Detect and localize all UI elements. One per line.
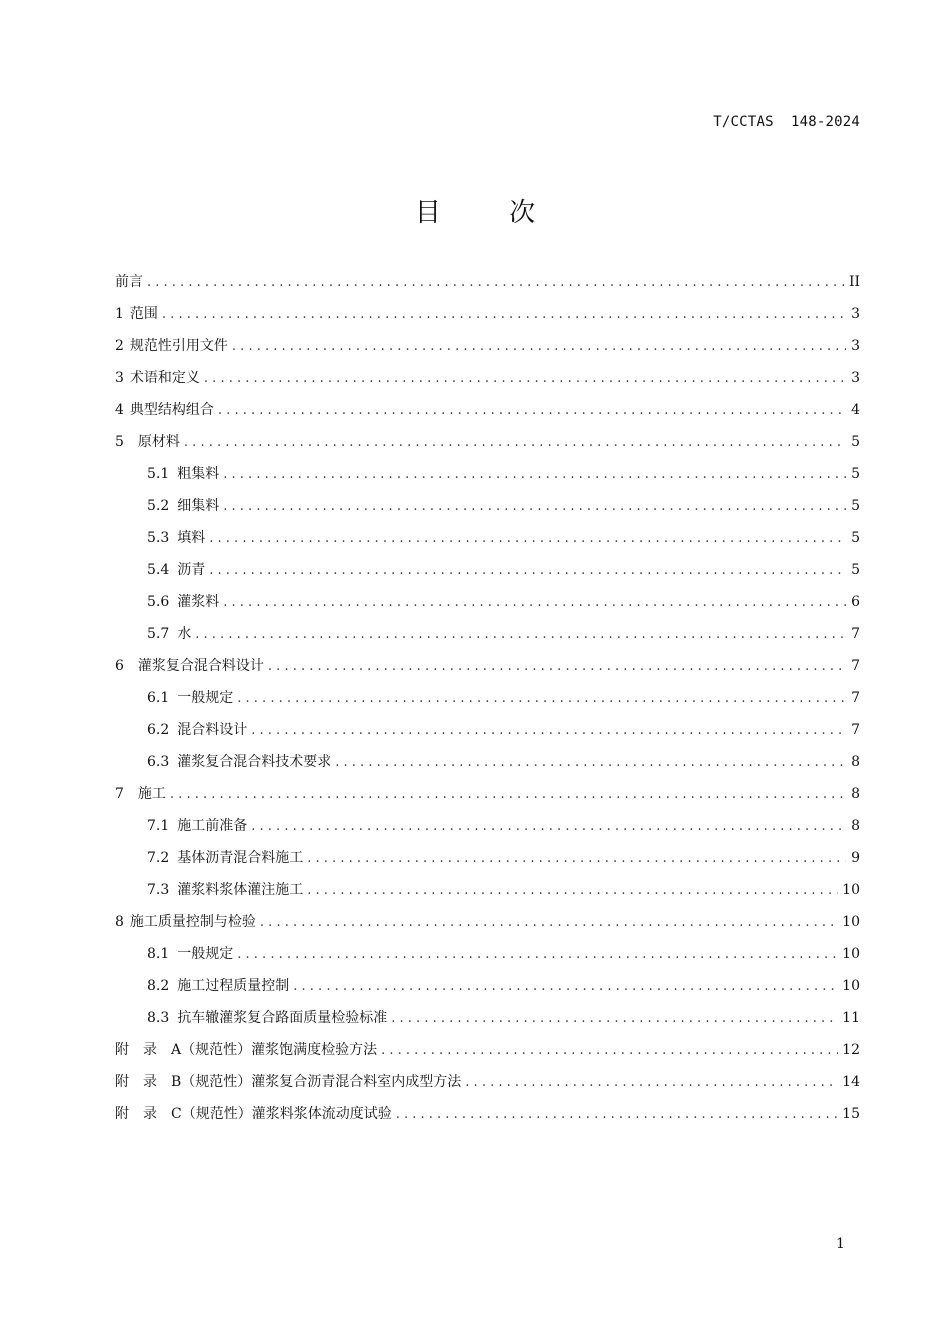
toc-entry-number: 附 录: [115, 1106, 157, 1122]
toc-entry-number: 7.1: [147, 818, 170, 834]
toc-entry-page: 5: [851, 562, 860, 578]
toc-entry-number: 5.3: [147, 530, 170, 546]
toc-entry-number: 7.3: [147, 882, 170, 898]
toc-entry-number: 8: [115, 914, 124, 930]
toc-entry-label: 填料: [177, 530, 206, 546]
dot-leader: [465, 1067, 838, 1099]
toc-entry-label: 粗集料: [177, 466, 220, 482]
toc-entry-page: 9: [851, 850, 860, 866]
toc-entry-number: 6.3: [147, 754, 170, 770]
dot-leader: [251, 811, 846, 843]
toc-entry-label: 抗车辙灌浆复合路面质量检验标准: [177, 1010, 388, 1026]
toc-entry-number: 2: [115, 338, 124, 354]
toc-entry-number: 1: [115, 306, 124, 322]
toc-entry[interactable]: [115, 362, 860, 394]
dot-leader: [237, 939, 838, 971]
toc-entry[interactable]: [115, 746, 860, 778]
dot-leader: [162, 299, 846, 331]
toc-entry-number: 7: [115, 786, 124, 802]
toc-entry[interactable]: [115, 938, 860, 970]
dot-leader: [223, 459, 846, 491]
toc-entry-label: 灌浆料浆体灌注施工: [177, 882, 304, 898]
toc-entry[interactable]: [115, 618, 860, 650]
toc-entry-page: 7: [851, 626, 860, 642]
toc-entry[interactable]: [115, 1098, 860, 1130]
dot-leader: [204, 363, 846, 395]
toc-entry-label: 混合料设计: [177, 722, 248, 738]
toc-entry-number: 附 录: [115, 1074, 157, 1090]
toc-entry-label: 范围: [129, 306, 158, 322]
toc-entry-page: 10: [842, 914, 860, 930]
toc-entry-number: 8.3: [147, 1010, 170, 1026]
toc-entry-label: 原材料: [137, 434, 180, 450]
dot-leader: [268, 651, 846, 683]
toc-entry[interactable]: [115, 330, 860, 362]
toc-entry[interactable]: [115, 266, 860, 298]
toc-entry-number: 3: [115, 370, 124, 386]
toc-entry-label: 前言: [115, 274, 143, 290]
toc-entry-label: 灌浆复合混合料技术要求: [177, 754, 332, 770]
toc-entry[interactable]: [115, 394, 860, 426]
toc-entry-label: 沥青: [177, 562, 206, 578]
toc-entry-page: II: [848, 274, 860, 290]
dot-leader: [223, 587, 846, 619]
toc-entry[interactable]: [115, 714, 860, 746]
toc-entry[interactable]: [115, 522, 860, 554]
toc-entry-page: 10: [842, 882, 860, 898]
page-number: 1: [836, 1236, 845, 1252]
toc-entry-page: 4: [851, 402, 860, 418]
toc-entry[interactable]: [115, 810, 860, 842]
toc-entry-label: B（规范性）灌浆复合沥青混合料室内成型方法: [171, 1074, 462, 1090]
toc-entry-number: 6.1: [147, 690, 170, 706]
toc-entry[interactable]: [115, 1034, 860, 1066]
toc-entry[interactable]: [115, 778, 860, 810]
toc-entry-label: C（规范性）灌浆料浆体流动度试验: [171, 1106, 392, 1122]
toc-entry-page: 10: [842, 978, 860, 994]
table-of-contents: [115, 266, 860, 1130]
toc-entry-number: 5.7: [147, 626, 170, 642]
toc-entry-number: 6: [115, 658, 124, 674]
toc-entry-label: 术语和定义: [129, 370, 200, 386]
toc-entry-number: 5.4: [147, 562, 170, 578]
toc-entry-label: 水: [177, 626, 192, 642]
toc-entry-page: 12: [842, 1042, 860, 1058]
toc-entry[interactable]: [115, 682, 860, 714]
toc-entry-label: 规范性引用文件: [129, 338, 228, 354]
toc-title: 目 次: [414, 198, 566, 228]
toc-entry-label: 施工过程质量控制: [177, 978, 290, 994]
toc-entry-page: 15: [842, 1106, 860, 1122]
dot-leader: [391, 1003, 838, 1035]
toc-entry-number: 8.2: [147, 978, 170, 994]
toc-entry-number: 4: [115, 402, 124, 418]
toc-entry[interactable]: [115, 458, 860, 490]
toc-entry-label: 灌浆复合混合料设计: [137, 658, 264, 674]
toc-entry-page: 14: [842, 1074, 860, 1090]
toc-entry-page: 6: [851, 594, 860, 610]
dot-leader: [237, 683, 846, 715]
dot-leader: [251, 715, 846, 747]
toc-entry-label: 基体沥青混合料施工: [177, 850, 304, 866]
toc-entry-page: 8: [851, 818, 860, 834]
toc-entry-page: 7: [851, 690, 860, 706]
toc-entry-number: 6.2: [147, 722, 170, 738]
toc-entry-label: 灌浆料: [177, 594, 220, 610]
toc-entry[interactable]: [115, 554, 860, 586]
toc-entry-label: 细集料: [177, 498, 220, 514]
toc-entry[interactable]: [115, 1002, 860, 1034]
toc-entry-page: 7: [851, 658, 860, 674]
toc-entry-page: 5: [851, 498, 860, 514]
toc-entry[interactable]: [115, 874, 860, 906]
toc-entry[interactable]: [115, 650, 860, 682]
toc-entry-label: 施工: [137, 786, 166, 802]
toc-entry-page: 11: [842, 1010, 860, 1026]
dot-leader: [307, 843, 846, 875]
toc-entry-number: 8.1: [147, 946, 170, 962]
dot-leader: [209, 555, 846, 587]
toc-entry-label: 施工质量控制与检验: [129, 914, 256, 930]
dot-leader: [184, 427, 846, 459]
dot-leader: [293, 971, 838, 1003]
toc-entry[interactable]: [115, 586, 860, 618]
toc-entry[interactable]: [115, 906, 860, 938]
dot-leader: [381, 1035, 838, 1067]
dot-leader: [170, 779, 846, 811]
toc-entry-page: 8: [851, 786, 860, 802]
toc-entry[interactable]: [115, 1066, 860, 1098]
dot-leader: [195, 619, 846, 651]
dot-leader: [396, 1099, 838, 1131]
dot-leader: [223, 491, 846, 523]
toc-entry-page: 5: [851, 530, 860, 546]
dot-leader: [232, 331, 846, 363]
dot-leader: [209, 523, 846, 555]
toc-entry[interactable]: [115, 970, 860, 1002]
toc-entry-number: 附 录: [115, 1042, 157, 1058]
toc-entry-page: 3: [851, 370, 860, 386]
toc-entry-label: 一般规定: [177, 690, 234, 706]
toc-entry-page: 3: [851, 306, 860, 322]
toc-entry-label: 一般规定: [177, 946, 234, 962]
dot-leader: [147, 267, 845, 299]
toc-entry-page: 5: [851, 466, 860, 482]
dot-leader: [218, 395, 846, 427]
toc-entry-number: 5.2: [147, 498, 170, 514]
dot-leader: [307, 875, 838, 907]
toc-entry[interactable]: [115, 426, 860, 458]
dot-leader: [335, 747, 846, 779]
toc-entry-page: 10: [842, 946, 860, 962]
toc-entry-number: 5.1: [147, 466, 170, 482]
toc-entry-label: 典型结构组合: [129, 402, 214, 418]
toc-entry[interactable]: [115, 842, 860, 874]
document-number: T/CCTAS 148-2024: [713, 114, 860, 130]
toc-entry-number: 5: [115, 434, 124, 450]
toc-entry-page: 5: [851, 434, 860, 450]
toc-entry[interactable]: [115, 490, 860, 522]
toc-entry-page: 7: [851, 722, 860, 738]
toc-entry-label: 施工前准备: [177, 818, 248, 834]
toc-entry-number: 5.6: [147, 594, 170, 610]
toc-entry-number: 7.2: [147, 850, 170, 866]
toc-entry[interactable]: [115, 298, 860, 330]
toc-entry-label: A（规范性）灌浆饱满度检验方法: [171, 1042, 378, 1058]
dot-leader: [260, 907, 838, 939]
toc-entry-page: 8: [851, 754, 860, 770]
toc-entry-page: 3: [851, 338, 860, 354]
